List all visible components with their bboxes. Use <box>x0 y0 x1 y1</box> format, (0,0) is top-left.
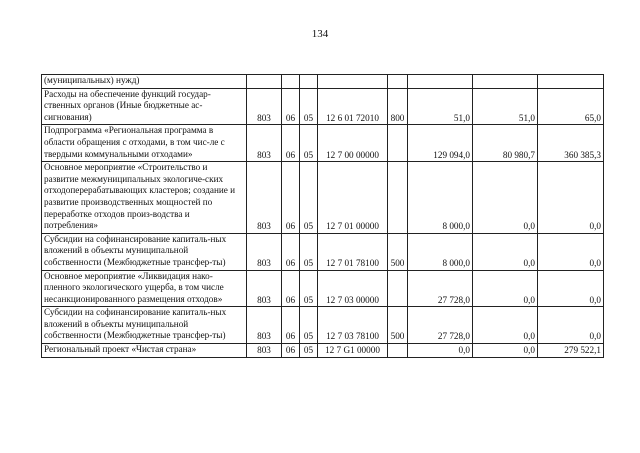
amount-year1-cell: 27 728,0 <box>408 307 473 344</box>
section-code-cell <box>282 75 300 89</box>
subsection-code-cell: 05 <box>300 344 318 358</box>
amount-year3-cell <box>538 75 604 89</box>
amount-year3-cell: 0,0 <box>538 270 604 307</box>
target-article-cell: 12 6 01 72010 <box>318 88 388 125</box>
section-code-cell: 06 <box>282 270 300 307</box>
target-article-cell: 12 7 01 00000 <box>318 162 388 234</box>
target-article-cell: 12 7 G1 00000 <box>318 344 388 358</box>
amount-year1-cell <box>408 75 473 89</box>
amount-year1-cell: 8 000,0 <box>408 162 473 234</box>
amount-year1-cell: 8 000,0 <box>408 233 473 270</box>
table-row <box>42 75 604 89</box>
subsection-code-cell <box>300 75 318 89</box>
table-body <box>42 75 604 358</box>
subsection-code-cell: 05 <box>300 88 318 125</box>
table-row <box>42 307 604 344</box>
expense-type-cell: 500 <box>388 307 408 344</box>
amount-year2-cell: 80 980,7 <box>473 125 538 162</box>
page-number: 134 <box>311 28 329 40</box>
ved-code-cell <box>247 75 282 89</box>
ved-code-cell: 803 <box>247 344 282 358</box>
expense-type-cell: 800 <box>388 88 408 125</box>
amount-year2-cell: 0,0 <box>473 307 538 344</box>
target-article-cell: 12 7 03 00000 <box>318 270 388 307</box>
amount-year3-cell: 0,0 <box>538 307 604 344</box>
ved-code-cell: 803 <box>247 307 282 344</box>
ved-code-cell: 803 <box>247 270 282 307</box>
amount-year1-cell: 27 728,0 <box>408 270 473 307</box>
target-article-cell: 12 7 03 78100 <box>318 307 388 344</box>
section-code-cell: 06 <box>282 307 300 344</box>
row-name-cell: (муниципальных) нужд) <box>42 75 247 89</box>
row-name-cell: Основное мероприятие «Строительство и развитие межмуниципальных экологиче-ских отходоперерабатывающих кластеров; создание и развитие производственных мощностей по переработке отходов произ-водства и потребления» <box>42 162 247 234</box>
amount-year1-cell: 51,0 <box>408 88 473 125</box>
section-code-cell: 06 <box>282 233 300 270</box>
amount-year2-cell: 0,0 <box>473 233 538 270</box>
amount-year1-cell: 0,0 <box>408 344 473 358</box>
amount-year2-cell: 51,0 <box>473 88 538 125</box>
amount-year3-cell: 0,0 <box>538 233 604 270</box>
amount-year2-cell: 0,0 <box>473 270 538 307</box>
expense-type-cell <box>388 162 408 234</box>
budget-table <box>41 74 604 358</box>
table-row <box>42 125 604 162</box>
amount-year2-cell <box>473 75 538 89</box>
row-name-cell: Основное мероприятие «Ликвидация нако-пленного экологического ущерба, в том числе несанкционированного размещения отходов» <box>42 270 247 307</box>
ved-code-cell: 803 <box>247 125 282 162</box>
table-row <box>42 162 604 234</box>
row-name-cell: Подпрограмма «Региональная программа в области обращения с отходами, в том чис-ле с твердыми коммунальными отходами» <box>42 125 247 162</box>
table-row <box>42 233 604 270</box>
section-code-cell: 06 <box>282 162 300 234</box>
row-name-cell: Субсидии на софинансирование капиталь-ных вложений в объекты муниципальной собственности (Межбюджетные трансфер-ты) <box>42 307 247 344</box>
row-name-cell: Субсидии на софинансирование капиталь-ных вложений в объекты муниципальной собственности (Межбюджетные трансфер-ты) <box>42 233 247 270</box>
table-row <box>42 344 604 358</box>
target-article-cell: 12 7 01 78100 <box>318 233 388 270</box>
subsection-code-cell: 05 <box>300 162 318 234</box>
amount-year3-cell: 279 522,1 <box>538 344 604 358</box>
section-code-cell: 06 <box>282 344 300 358</box>
ved-code-cell: 803 <box>247 233 282 270</box>
amount-year2-cell: 0,0 <box>473 162 538 234</box>
expense-type-cell <box>388 125 408 162</box>
target-article-cell <box>318 75 388 89</box>
table-row <box>42 88 604 125</box>
subsection-code-cell: 05 <box>300 270 318 307</box>
section-code-cell: 06 <box>282 125 300 162</box>
subsection-code-cell: 05 <box>300 233 318 270</box>
subsection-code-cell: 05 <box>300 125 318 162</box>
table-row <box>42 270 604 307</box>
expense-type-cell <box>388 344 408 358</box>
ved-code-cell: 803 <box>247 162 282 234</box>
amount-year3-cell: 360 385,3 <box>538 125 604 162</box>
amount-year3-cell: 0,0 <box>538 162 604 234</box>
ved-code-cell: 803 <box>247 88 282 125</box>
section-code-cell: 06 <box>282 88 300 125</box>
expense-type-cell <box>388 270 408 307</box>
row-name-cell: Региональный проект «Чистая страна» <box>42 344 247 358</box>
row-name-cell: Расходы на обеспечение функций государ-ственных органов (Иные бюджетные ас-сигнования) <box>42 88 247 125</box>
amount-year1-cell: 129 094,0 <box>408 125 473 162</box>
target-article-cell: 12 7 00 00000 <box>318 125 388 162</box>
amount-year2-cell: 0,0 <box>473 344 538 358</box>
subsection-code-cell: 05 <box>300 307 318 344</box>
expense-type-cell <box>388 75 408 89</box>
expense-type-cell: 500 <box>388 233 408 270</box>
amount-year3-cell: 65,0 <box>538 88 604 125</box>
